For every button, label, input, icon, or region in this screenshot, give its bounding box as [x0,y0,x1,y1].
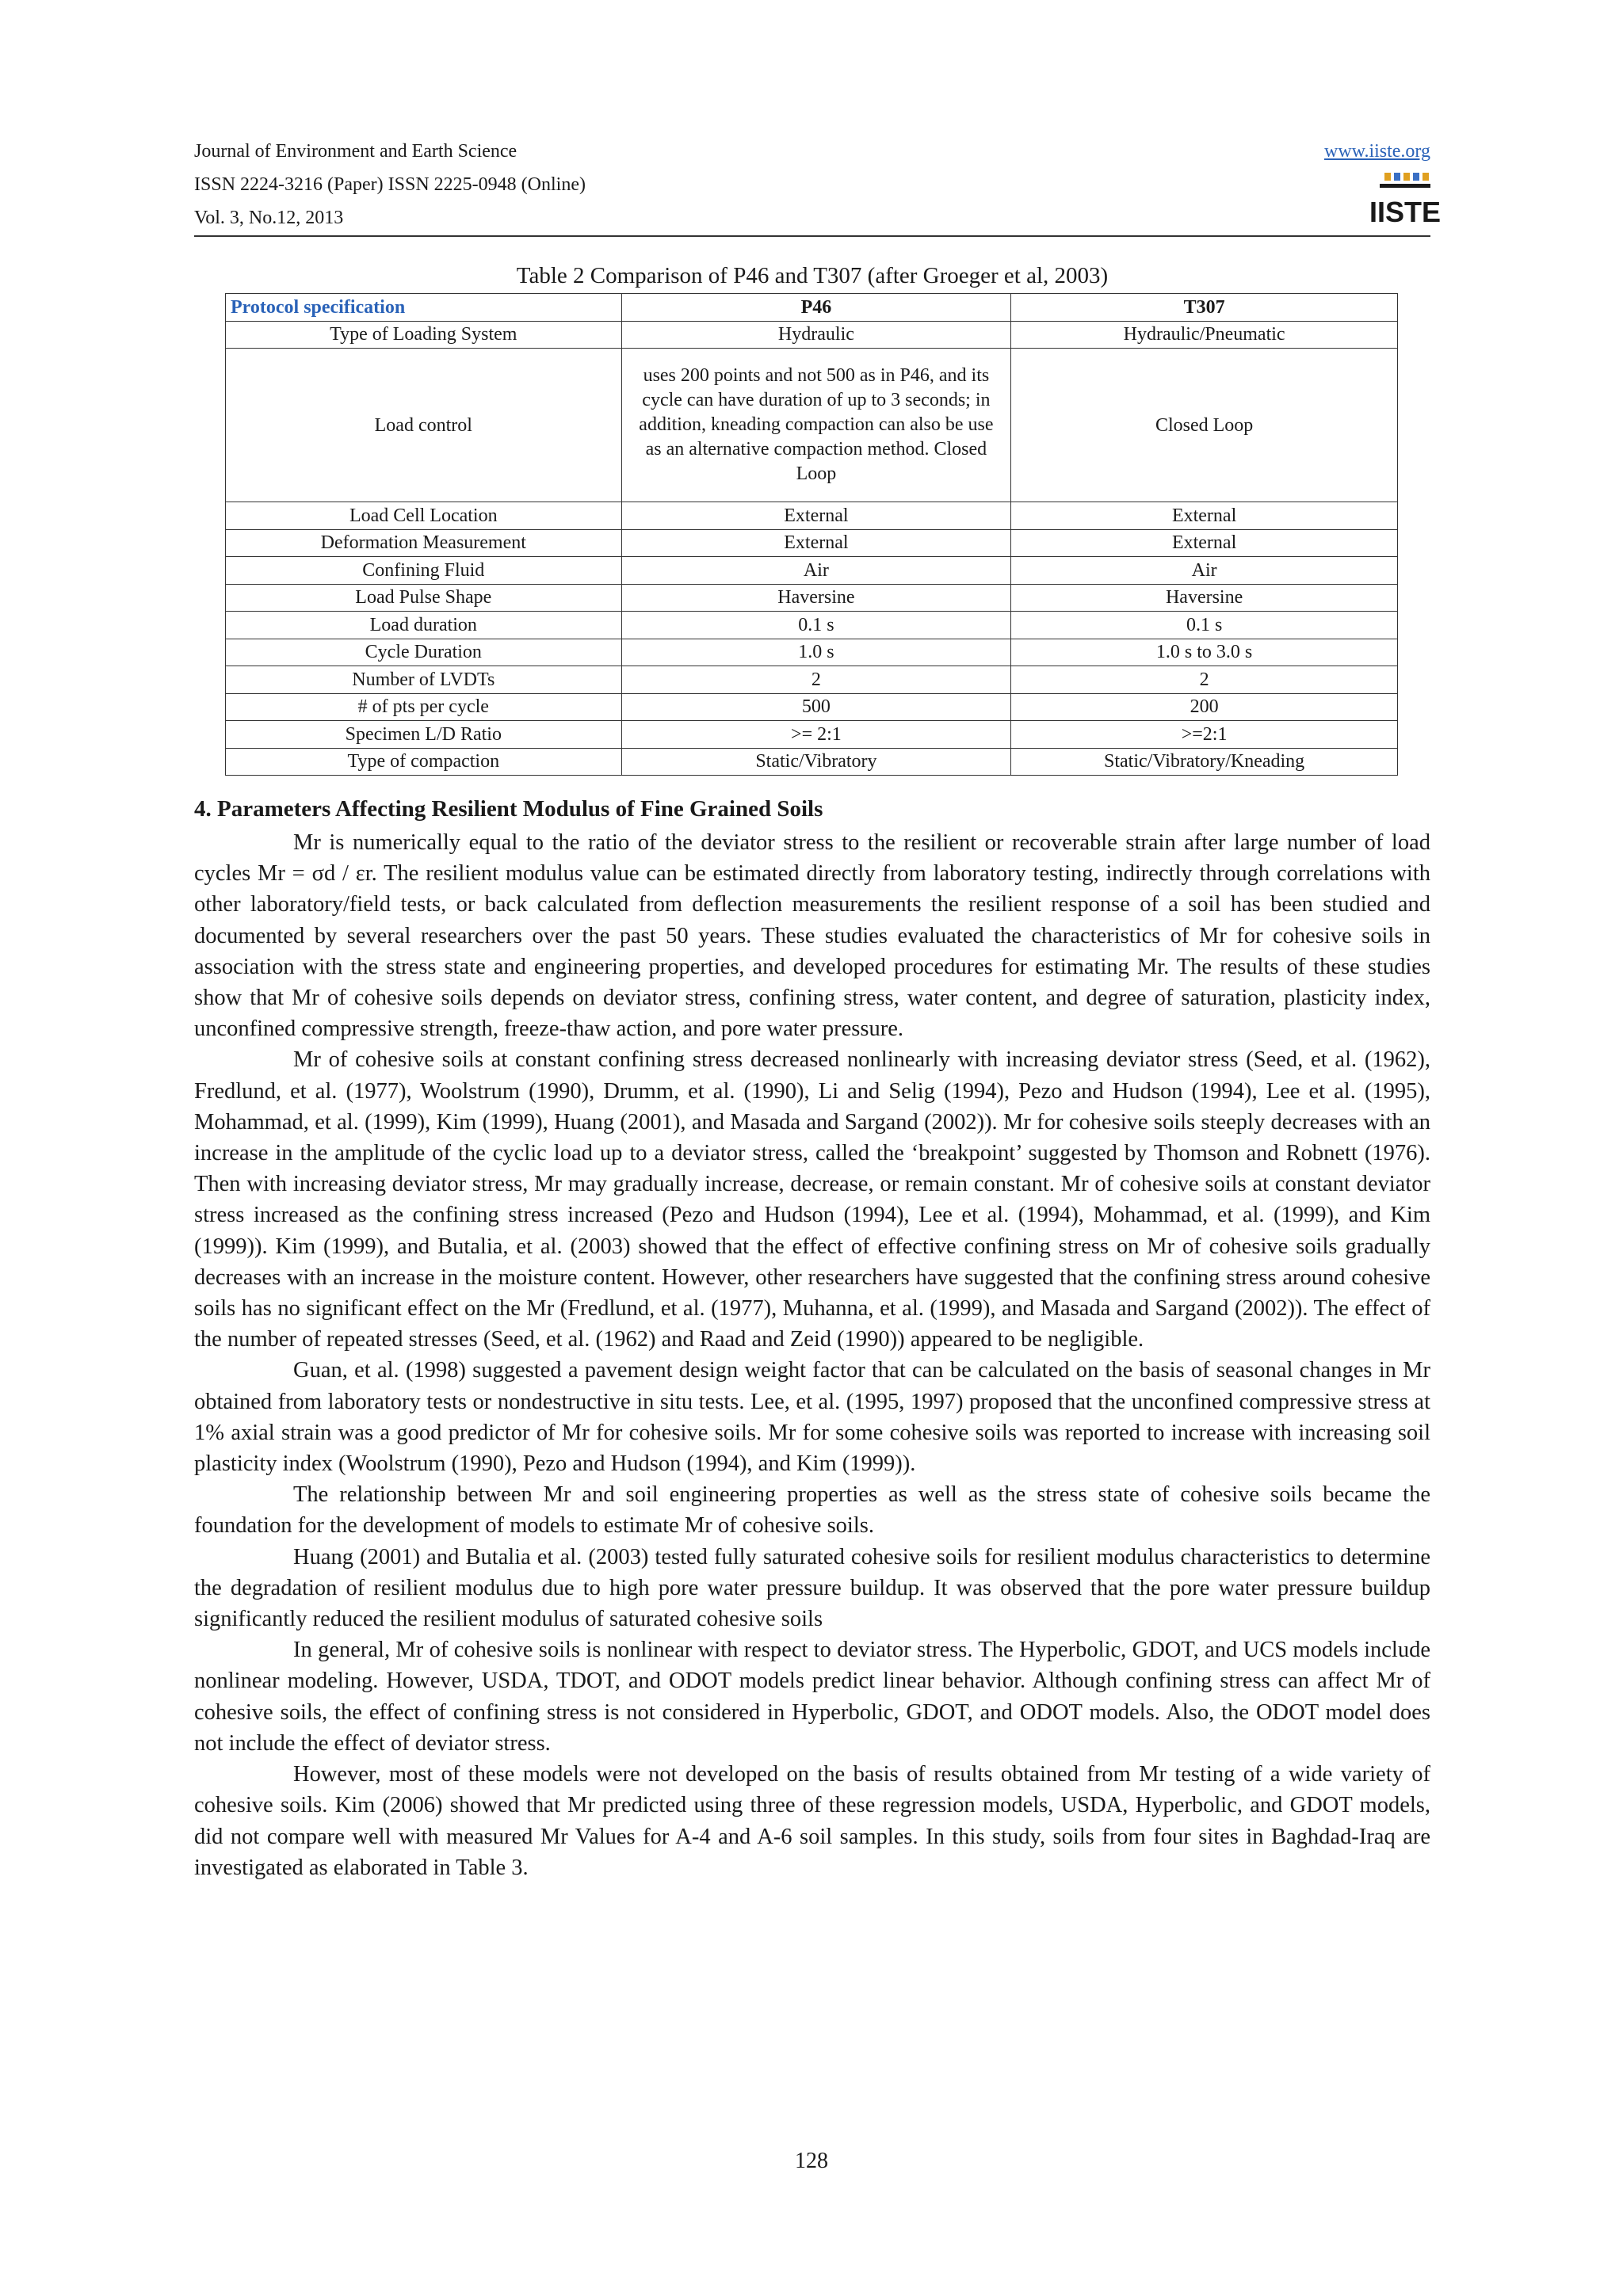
paragraph: Guan, et al. (1998) suggested a pavement design weight factor that can be calculated on the basis of seasonal changes in Mr obtained from laboratory tests or nondestructive in situ tests. Lee, et al. (1995, 1997) proposed that the unconfined compressive stress at 1% axial strain was a good predictor of Mr for cohesive soils. Mr for some cohesive soils was reported to increase with increasing soil plasticity index (Woolstrum (1990), Pezo and Hudson (1994), and Kim (1999)). [194,1358,1430,1477]
table-cell: Haversine [621,584,1011,612]
paragraph: In general, Mr of cohesive soils is nonlinear with respect to deviator stress. The Hyperbolic, GDOT, and UCS models include nonlinear modeling. However, USDA, TDOT, and ODOT models predict linear behavior. Although confining stress can affect Mr of cohesive soils, the effect of confining stress is not considered in Hyperbolic, GDOT, and ODOT models. Also, the ODOT model does not include the effect of deviator stress. [194,1638,1430,1756]
table-cell: Type of compaction [226,748,622,776]
table-cell: Load Cell Location [226,502,622,530]
table-cell: Deformation Measurement [226,529,622,557]
table-row [226,321,1398,349]
table-row [226,529,1398,557]
page-header [194,135,1442,235]
paragraph: Mr of cohesive soils at constant confining stress decreased nonlinearly with increasing deviator stress (Seed, et al. (1962), Fredlund, et al. (1977), Woolstrum (1990), Drumm, et al. (1990), Li and Selig (1994), Pezo and Hudson (1994), Lee et al. (1995), Mohammad, et al. (1999), Kim (1999), Huang (2001), and Masada and Sargand (2002)). Mr for cohesive soils steeply decreases with an increase in the amplitude of the cyclic load up to a deviator stress, called the ‘breakpoint’ suggested by Thomson and Robnett (1976). Then with increasing deviator stress, Mr may gradually increase, decrease, or remain constant. Mr of cohesive soils at constant deviator stress increased as the confining stress increased (Pezo and Hudson (1994), Lee et al. (1994), Mohammad, et al. (1999), and Kim (1999)). Kim (1999), and Butalia, et al. (2003) showed that the effect of effective confining stress on Mr of cohesive soils gradually decreases with an increase in the moisture content. However, other researchers have suggested that the confining stress around cohesive soils has no significant effect on the Mr (Fredlund, et al. (1977), Muhanna, et al. (1999), and Masada and Sargand (2002)). The effect of the number of repeated stresses (Seed, et al. (1962) and Raad and Zeid (1990)) appeared to be negligible. [194,1047,1430,1352]
table-cell: 0.1 s [1011,612,1398,639]
table-cell: External [1011,529,1398,557]
table-cell: Cycle Duration [226,639,622,666]
table-cell: Air [621,557,1011,585]
table-header-row [226,294,1398,322]
table-cell: External [1011,502,1398,530]
table-cell: Number of LVDTs [226,666,622,694]
journal-title: Journal of Environment and Earth Science [194,141,517,162]
journal-volume: Vol. 3, No.12, 2013 [194,208,344,228]
table-cell: Haversine [1011,584,1398,612]
table-row [226,693,1398,721]
page-number: 128 [795,2149,828,2173]
table-cell: >=2:1 [1011,721,1398,749]
paragraph: However, most of these models were not developed on the basis of results obtained from Mr testing of a wide variety of cohesive soils. Kim (2006) showed that Mr predicted using three of these regression models, USDA, Hyperbolic, and GDOT models, did not compare well with measured Mr Values for A-4 and A-6 soil samples. In this study, soils from four sites in Baghdad-Iraq are investigated as elaborated in Table 3. [194,1762,1430,1880]
paragraph: The relationship between Mr and soil engineering properties as well as the stress state of cohesive soils became the foundation for the development of models to estimate Mr of cohesive soils. [194,1482,1430,1539]
table-cell: Type of Loading System [226,321,622,349]
table-cell: # of pts per cycle [226,693,622,721]
table-row [226,557,1398,585]
table-row [226,748,1398,776]
table-cell: Confining Fluid [226,557,622,585]
table-cell: 0.1 s [621,612,1011,639]
comparison-table [225,293,1398,776]
table-cell: External [621,502,1011,530]
table-row [226,666,1398,694]
table-row [226,639,1398,666]
table-row [226,349,1398,502]
table-cell: Hydraulic [621,321,1011,349]
table-cell: 2 [621,666,1011,694]
table-cell: Closed Loop [1011,349,1398,502]
journal-url-link[interactable]: www.iiste.org [1324,141,1430,162]
header-protocol-specification: Protocol specification [226,294,622,322]
table-cell: External [621,529,1011,557]
logo-text: IISTE [1369,196,1442,228]
table-row [226,584,1398,612]
table-cell: Hydraulic/Pneumatic [1011,321,1398,349]
journal-issn: ISSN 2224-3216 (Paper) ISSN 2225-0948 (Online) [194,174,586,195]
table-cell: uses 200 points and not 500 as in P46, and its cycle can have duration of up to 3 seconds; in addition, kneading compaction can also be use as an alternative compaction method. Closed Loop [621,349,1011,502]
table-cell: Load duration [226,612,622,639]
table-cell: 500 [621,693,1011,721]
table-cell: Specimen L/D Ratio [226,721,622,749]
table-cell: >= 2:1 [621,721,1011,749]
table-cell: 1.0 s [621,639,1011,666]
table-cell: Load control [226,349,622,502]
table-cell: Air [1011,557,1398,585]
table-cell: Static/Vibratory [621,748,1011,776]
paragraph: Mr is numerically equal to the ratio of the deviator stress to the resilient or recoverable strain after large number of load cycles Mr = σd / εr. The resilient modulus value can be estimated directly from laboratory testing, indirectly through correlations with other laboratory/field tests, or back calculated from deflection measurements the resilient response of a soil has been studied and documented by several researchers over the past 50 years. These studies evaluated the characteristics of Mr for cohesive soils in association with the stress state and engineering properties, and developed procedures for estimating Mr. The results of these studies show that Mr of cohesive soils depends on deviator stress, confining stress, water content, and degree of saturation, plasticity index, unconfined compressive strength, freeze-thaw action, and pore water pressure. [194,830,1430,1042]
section-heading: 4. Parameters Affecting Resilient Modulus of Fine Grained Soils [194,796,823,822]
iiste-logo-icon [1369,173,1442,228]
header-p46: P46 [621,294,1011,322]
table-caption: Table 2 Comparison of P46 and T307 (after Groeger et al, 2003) [516,263,1109,288]
header-divider [194,235,1430,237]
table-cell: Static/Vibratory/Kneading [1011,748,1398,776]
table-row [226,502,1398,530]
paragraph: Huang (2001) and Butalia et al. (2003) tested fully saturated cohesive soils for resilient modulus characteristics to determine the degradation of resilient modulus due to high pore water pressure buildup. It was observed that the pore water pressure buildup significantly reduced the resilient modulus of saturated cohesive soils [194,1544,1430,1632]
table-cell: Load Pulse Shape [226,584,622,612]
table-cell: 200 [1011,693,1398,721]
body-text [194,827,1430,1883]
table-cell: 1.0 s to 3.0 s [1011,639,1398,666]
table-row [226,721,1398,749]
table-row [226,612,1398,639]
table-cell: 2 [1011,666,1398,694]
header-t307: T307 [1011,294,1398,322]
